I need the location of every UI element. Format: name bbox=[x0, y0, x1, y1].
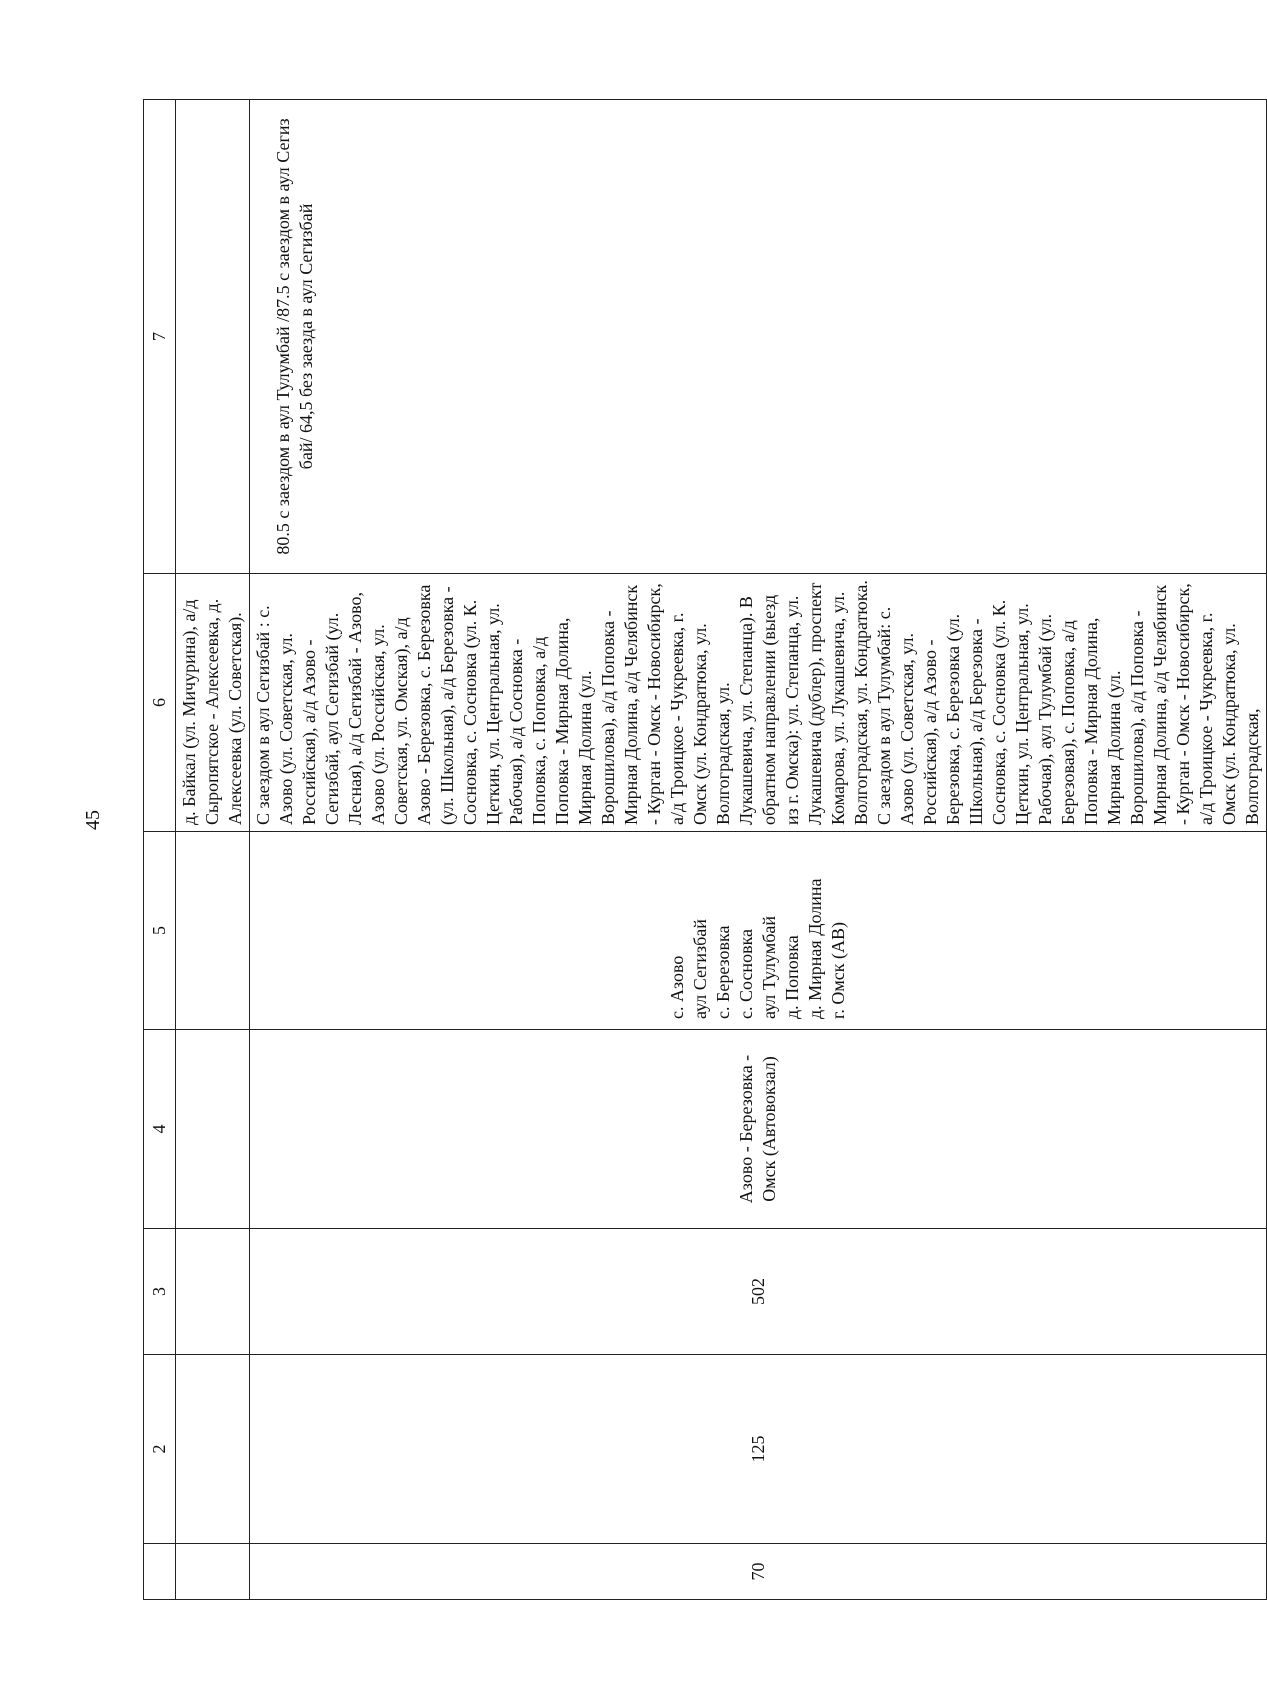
column-number-1 bbox=[144, 1544, 176, 1600]
distance-note: 80.5 с заездом в аул Тулумбай /87.5 с заездом в аул Сегиз бай/ 64,5 без заезда в аул Сегизбай bbox=[250, 100, 1267, 574]
stop-item: с. Березовка bbox=[713, 925, 733, 1019]
page-number: 45 bbox=[82, 810, 104, 830]
table-row-route-70 bbox=[250, 100, 1267, 1600]
rotated-table-sheet bbox=[143, 100, 1262, 1600]
table-row-previous bbox=[176, 100, 250, 1600]
stop-item: д. Поповка bbox=[782, 935, 802, 1019]
route-col2-value: 125 bbox=[250, 1355, 1267, 1544]
route-number: 70 bbox=[250, 1544, 1267, 1600]
path-description-previous: д. Байкал (ул. Мичурина), а/д Сыропятское - Алексеевка, д. Алексеевка (ул. Советская). bbox=[176, 574, 250, 832]
route-table bbox=[143, 99, 1267, 1600]
stop-item: аул Тулумбай bbox=[759, 916, 779, 1019]
column-number-4: 4 bbox=[144, 1030, 176, 1229]
empty-cell bbox=[176, 1544, 250, 1600]
empty-cell bbox=[176, 1355, 250, 1544]
empty-cell bbox=[176, 1229, 250, 1355]
route-col3-value: 502 bbox=[250, 1229, 1267, 1355]
empty-cell bbox=[176, 100, 250, 574]
column-number-row bbox=[144, 100, 176, 1600]
empty-cell bbox=[176, 1030, 250, 1229]
stop-item: с. Сосновка bbox=[736, 928, 756, 1019]
stop-item: г. Омск (АВ) bbox=[828, 922, 848, 1019]
column-number-3: 3 bbox=[144, 1229, 176, 1355]
empty-cell bbox=[176, 832, 250, 1030]
route-name: Азово - Березовка - Омск (Автовокзал) bbox=[250, 1030, 1267, 1229]
stop-item: д. Мирная Долина bbox=[805, 878, 825, 1019]
stops-list bbox=[250, 832, 1267, 1030]
column-number-7: 7 bbox=[144, 100, 176, 574]
path-description: С заездом в аул Сегизбай : с. Азово (ул. Советская, ул. Российская), а/д Азово - Сегизбай, аул Сегизбай (ул. Лесная), а/д Сегизбай - Азово, Азово (ул. Российская, ул. Советская, ул. Омская), а/д Азово - Березовка, с. Березовка (ул. Школьная), а/д Березовка - Сосновка, с. Сосновка (ул. К. Цеткин, ул. Центральная, ул. Рабочая), а/д Сосновка - Поповка, с. Поповка, а/д Поповка - Мирная Долина, Мирная Долина (ул. Ворошилова), а/д Поповка - Мирная Долина, а/д Челябинск - Курган - Омск - Новосибирск, а/д Троицкое - Чукреевка, г. Омск (ул. Кондратюка, ул. Волгоградская, ул. Лукашевича, ул. Степанца). В обратном направлении (выезд из г. Омска): ул. Степанца, ул. Лукашевича (дублер), проспект Комарова, ул. Лукашевича, ул. Волгоградская, ул. Кондратюка. С заездом в аул Тулумбай: с. Азово (ул. Советская, ул. Российская), а/д Азово - Березовка, с. Березовка (ул. Школьная), а/д Березовка - Сосновка, с. Сосновка (ул. К. Цеткин, ул. Центральная, ул. Рабочая), аул Тулумбай (ул. Березовая), с. Поповка, а/д Поповка - Мирная Долина, Мирная Долина (ул. Ворошилова), а/д Поповка - Мирная Долина, а/д Челябинск - Курган - Омск - Новосибирск, а/д Троицкое - Чукреевка, г. Омск (ул. Кондратюка, ул. Волгоградская, bbox=[250, 574, 1267, 832]
stop-item: аул Сегизбай bbox=[690, 919, 710, 1019]
stop-item: с. Азово bbox=[667, 955, 687, 1019]
column-number-6: 6 bbox=[144, 574, 176, 832]
column-number-5: 5 bbox=[144, 832, 176, 1030]
column-number-2: 2 bbox=[144, 1355, 176, 1544]
